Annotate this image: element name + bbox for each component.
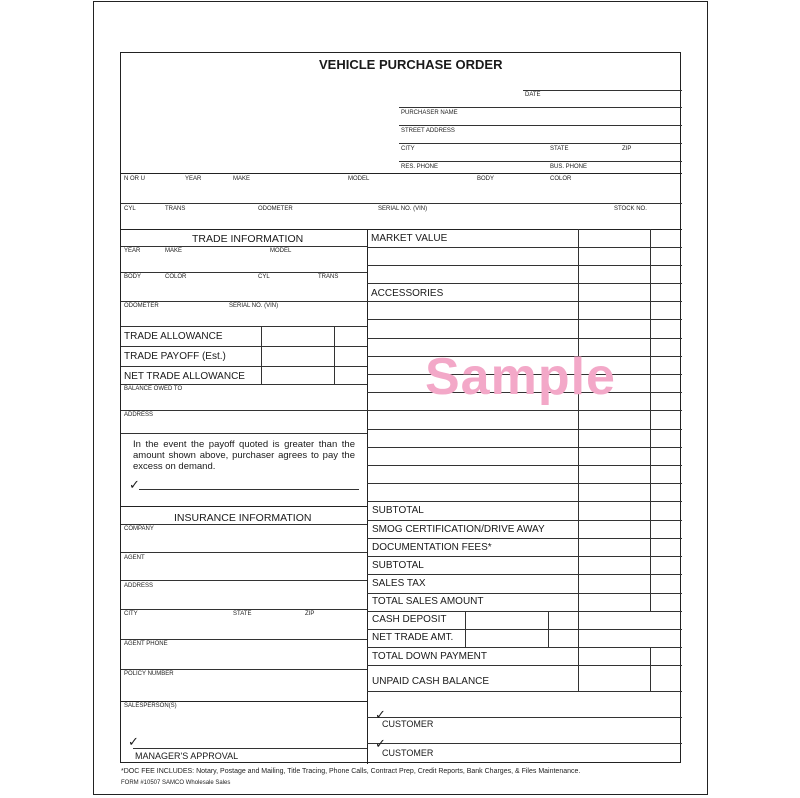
purchaser-name-label: PURCHASER NAME — [401, 110, 458, 116]
vehicle-trans-label: TRANS — [165, 206, 186, 212]
trade-odometer-label: ODOMETER — [124, 303, 159, 309]
check-mark-icon: ✓ — [375, 707, 386, 722]
cash-deposit-label: CASH DEPOSIT — [372, 614, 447, 625]
stock-no-label: STOCK NO. — [614, 206, 647, 212]
salesperson-label: SALESPERSON(S) — [124, 703, 177, 709]
vehicle-serial-label: SERIAL NO. (VIN) — [378, 206, 428, 212]
res-phone-label: RES. PHONE — [401, 164, 439, 170]
unpaid-cash-balance-label: UNPAID CASH BALANCE — [372, 676, 490, 687]
check-mark-icon: ✓ — [129, 477, 140, 492]
net-trade-amt-label: NET TRADE AMT. — [372, 632, 454, 643]
trade-color-label: COLOR — [165, 274, 187, 280]
policy-number-label: POLICY NUMBER — [124, 671, 174, 677]
date-label: DATE — [525, 92, 541, 98]
trade-address-label: ADDRESS — [124, 412, 154, 418]
insurance-city-label: CITY — [124, 611, 138, 617]
manager-signature-line[interactable] — [133, 748, 367, 749]
form-title: VEHICLE PURCHASE ORDER — [319, 57, 503, 72]
insurance-information-heading: INSURANCE INFORMATION — [174, 512, 312, 524]
total-down-payment-label: TOTAL DOWN PAYMENT — [372, 651, 488, 662]
subtotal-2-label: SUBTOTAL — [372, 560, 424, 571]
insurance-state-label: STATE — [233, 611, 252, 617]
trade-serial-label: SERIAL NO. (VIN) — [229, 303, 279, 309]
trade-model-label: MODEL — [270, 248, 292, 254]
accessories-label: ACCESSORIES — [371, 288, 444, 299]
vehicle-model-label: MODEL — [348, 176, 370, 182]
doc-fee-note: *DOC FEE INCLUDES: Notary, Postage and Mailing, Title Tracing, Phone Calls, Contract Prep, Credit Reports, Bank Charges, & Files Maintenance. — [121, 768, 581, 775]
sales-tax-label: SALES TAX — [372, 578, 426, 589]
net-trade-allowance-label: NET TRADE ALLOWANCE — [124, 371, 245, 382]
smog-certification-label: SMOG CERTIFICATION/DRIVE AWAY — [372, 524, 545, 535]
vehicle-color-label: COLOR — [550, 176, 572, 182]
trade-make-label: MAKE — [165, 248, 183, 254]
balance-owed-label: BALANCE OWED TO — [124, 386, 183, 392]
vehicle-make-label: MAKE — [233, 176, 251, 182]
trade-year-label: YEAR — [124, 248, 141, 254]
trade-cyl-label: CYL — [258, 274, 270, 280]
market-value-label: MARKET VALUE — [371, 233, 448, 244]
payoff-agreement-text: In the event the payoff quoted is greater than the amount shown above, purchaser agrees to pay the excess on demand. — [133, 439, 355, 472]
zip-label: ZIP — [622, 146, 632, 152]
check-mark-icon: ✓ — [375, 736, 386, 751]
bus-phone-label: BUS. PHONE — [550, 164, 588, 170]
total-sales-amount-label: TOTAL SALES AMOUNT — [372, 596, 484, 607]
customer-1-label: CUSTOMER — [382, 719, 434, 729]
form-number: FORM #10507 SAMCO Wholesale Sales — [121, 780, 231, 786]
insurance-agent-label: AGENT — [124, 555, 145, 561]
n-or-u-label: N OR U — [124, 176, 145, 182]
trade-trans-label: TRANS — [318, 274, 339, 280]
vehicle-odometer-label: ODOMETER — [258, 206, 293, 212]
vehicle-year-label: YEAR — [185, 176, 202, 182]
trade-payoff-label: TRADE PAYOFF (Est.) — [124, 351, 226, 362]
payoff-signature-line[interactable] — [139, 489, 359, 490]
insurance-address-label: ADDRESS — [124, 583, 154, 589]
insurance-company-label: COMPANY — [124, 526, 154, 532]
trade-information-heading: TRADE INFORMATION — [192, 233, 304, 245]
state-label: STATE — [550, 146, 569, 152]
subtotal-1-label: SUBTOTAL — [372, 505, 424, 516]
city-label: CITY — [401, 146, 415, 152]
documentation-fees-label: DOCUMENTATION FEES* — [372, 542, 492, 553]
trade-allowance-label: TRADE ALLOWANCE — [124, 331, 223, 342]
sample-watermark: Sample — [425, 348, 616, 406]
check-mark-icon: ✓ — [128, 734, 139, 749]
agent-phone-label: AGENT PHONE — [124, 641, 168, 647]
managers-approval-label: MANAGER'S APPROVAL — [135, 751, 239, 761]
vehicle-purchase-order-form — [120, 52, 681, 763]
trade-body-label: BODY — [124, 274, 142, 280]
insurance-zip-label: ZIP — [305, 611, 315, 617]
vehicle-cyl-label: CYL — [124, 206, 136, 212]
street-address-label: STREET ADDRESS — [401, 128, 455, 134]
customer-2-label: CUSTOMER — [382, 748, 434, 758]
vehicle-body-label: BODY — [477, 176, 495, 182]
